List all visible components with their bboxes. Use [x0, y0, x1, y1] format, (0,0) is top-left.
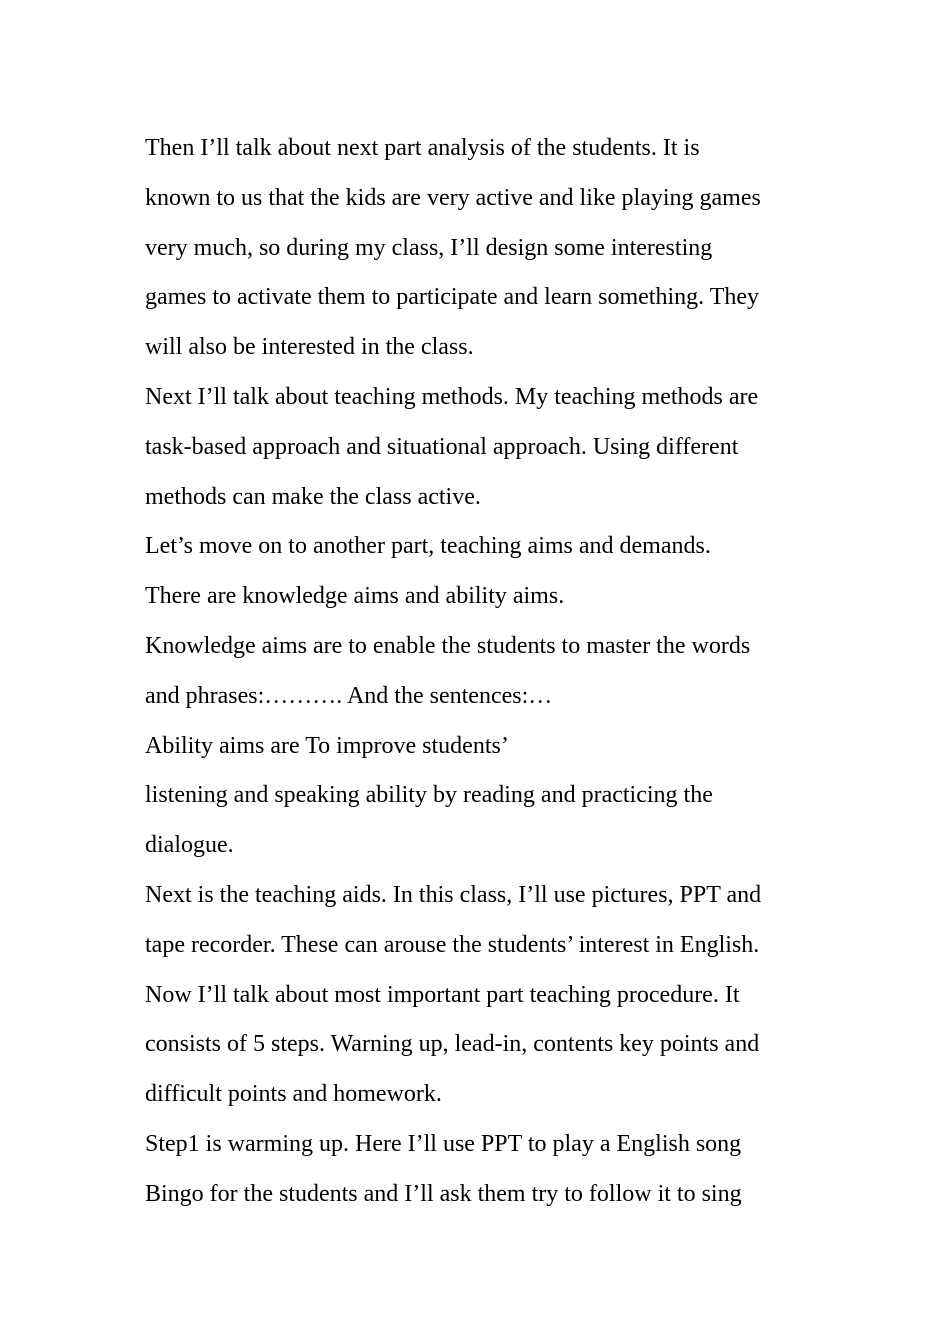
text-line: Then I’ll talk about next part analysis of the students. It is — [145, 135, 700, 161]
text-line: Ability aims are To improve students’ — [145, 732, 509, 759]
text-line: methods can make the class active. — [145, 483, 481, 510]
text-line: and phrases:………. And the sentences:… — [145, 682, 553, 709]
text-line: games to activate them to participate and learn something. They — [145, 284, 760, 311]
text-line: consists of 5 steps. Warning up, lead-in, contents key points and — [145, 1031, 760, 1058]
text-line: Bingo for the students and I’ll ask them try to follow it to sing — [145, 1180, 742, 1207]
text-line: Next I’ll talk about teaching methods. My teaching methods are — [145, 383, 759, 410]
text-line: difficult points and homework. — [145, 1081, 442, 1108]
text-line: task-based approach and situational approach. Using different — [145, 433, 739, 460]
body-text — [145, 124, 815, 1220]
text-line: Step1 is warming up. Here I’ll use PPT to play a English song — [145, 1130, 742, 1157]
text-line: Let’s move on to another part, teaching aims and demands. — [145, 533, 711, 560]
text-line: Next is the teaching aids. In this class, I’ll use pictures, PPT and — [145, 881, 762, 908]
text-line: tape recorder. These can arouse the students’ interest in English. — [145, 931, 760, 958]
text-line: will also be interested in the class. — [145, 334, 474, 361]
text-line: There are knowledge aims and ability aims. — [145, 583, 565, 610]
text-line: Knowledge aims are to enable the students to master the words — [145, 632, 751, 659]
text-line: Now I’ll talk about most important part teaching procedure. It — [145, 981, 740, 1008]
text-line: very much, so during my class, I’ll design some interesting — [145, 234, 713, 261]
text-line: known to us that the kids are very active and like playing games — [145, 184, 761, 211]
text-line: dialogue. — [145, 832, 234, 859]
text-line: listening and speaking ability by reading and practicing the — [145, 782, 713, 809]
